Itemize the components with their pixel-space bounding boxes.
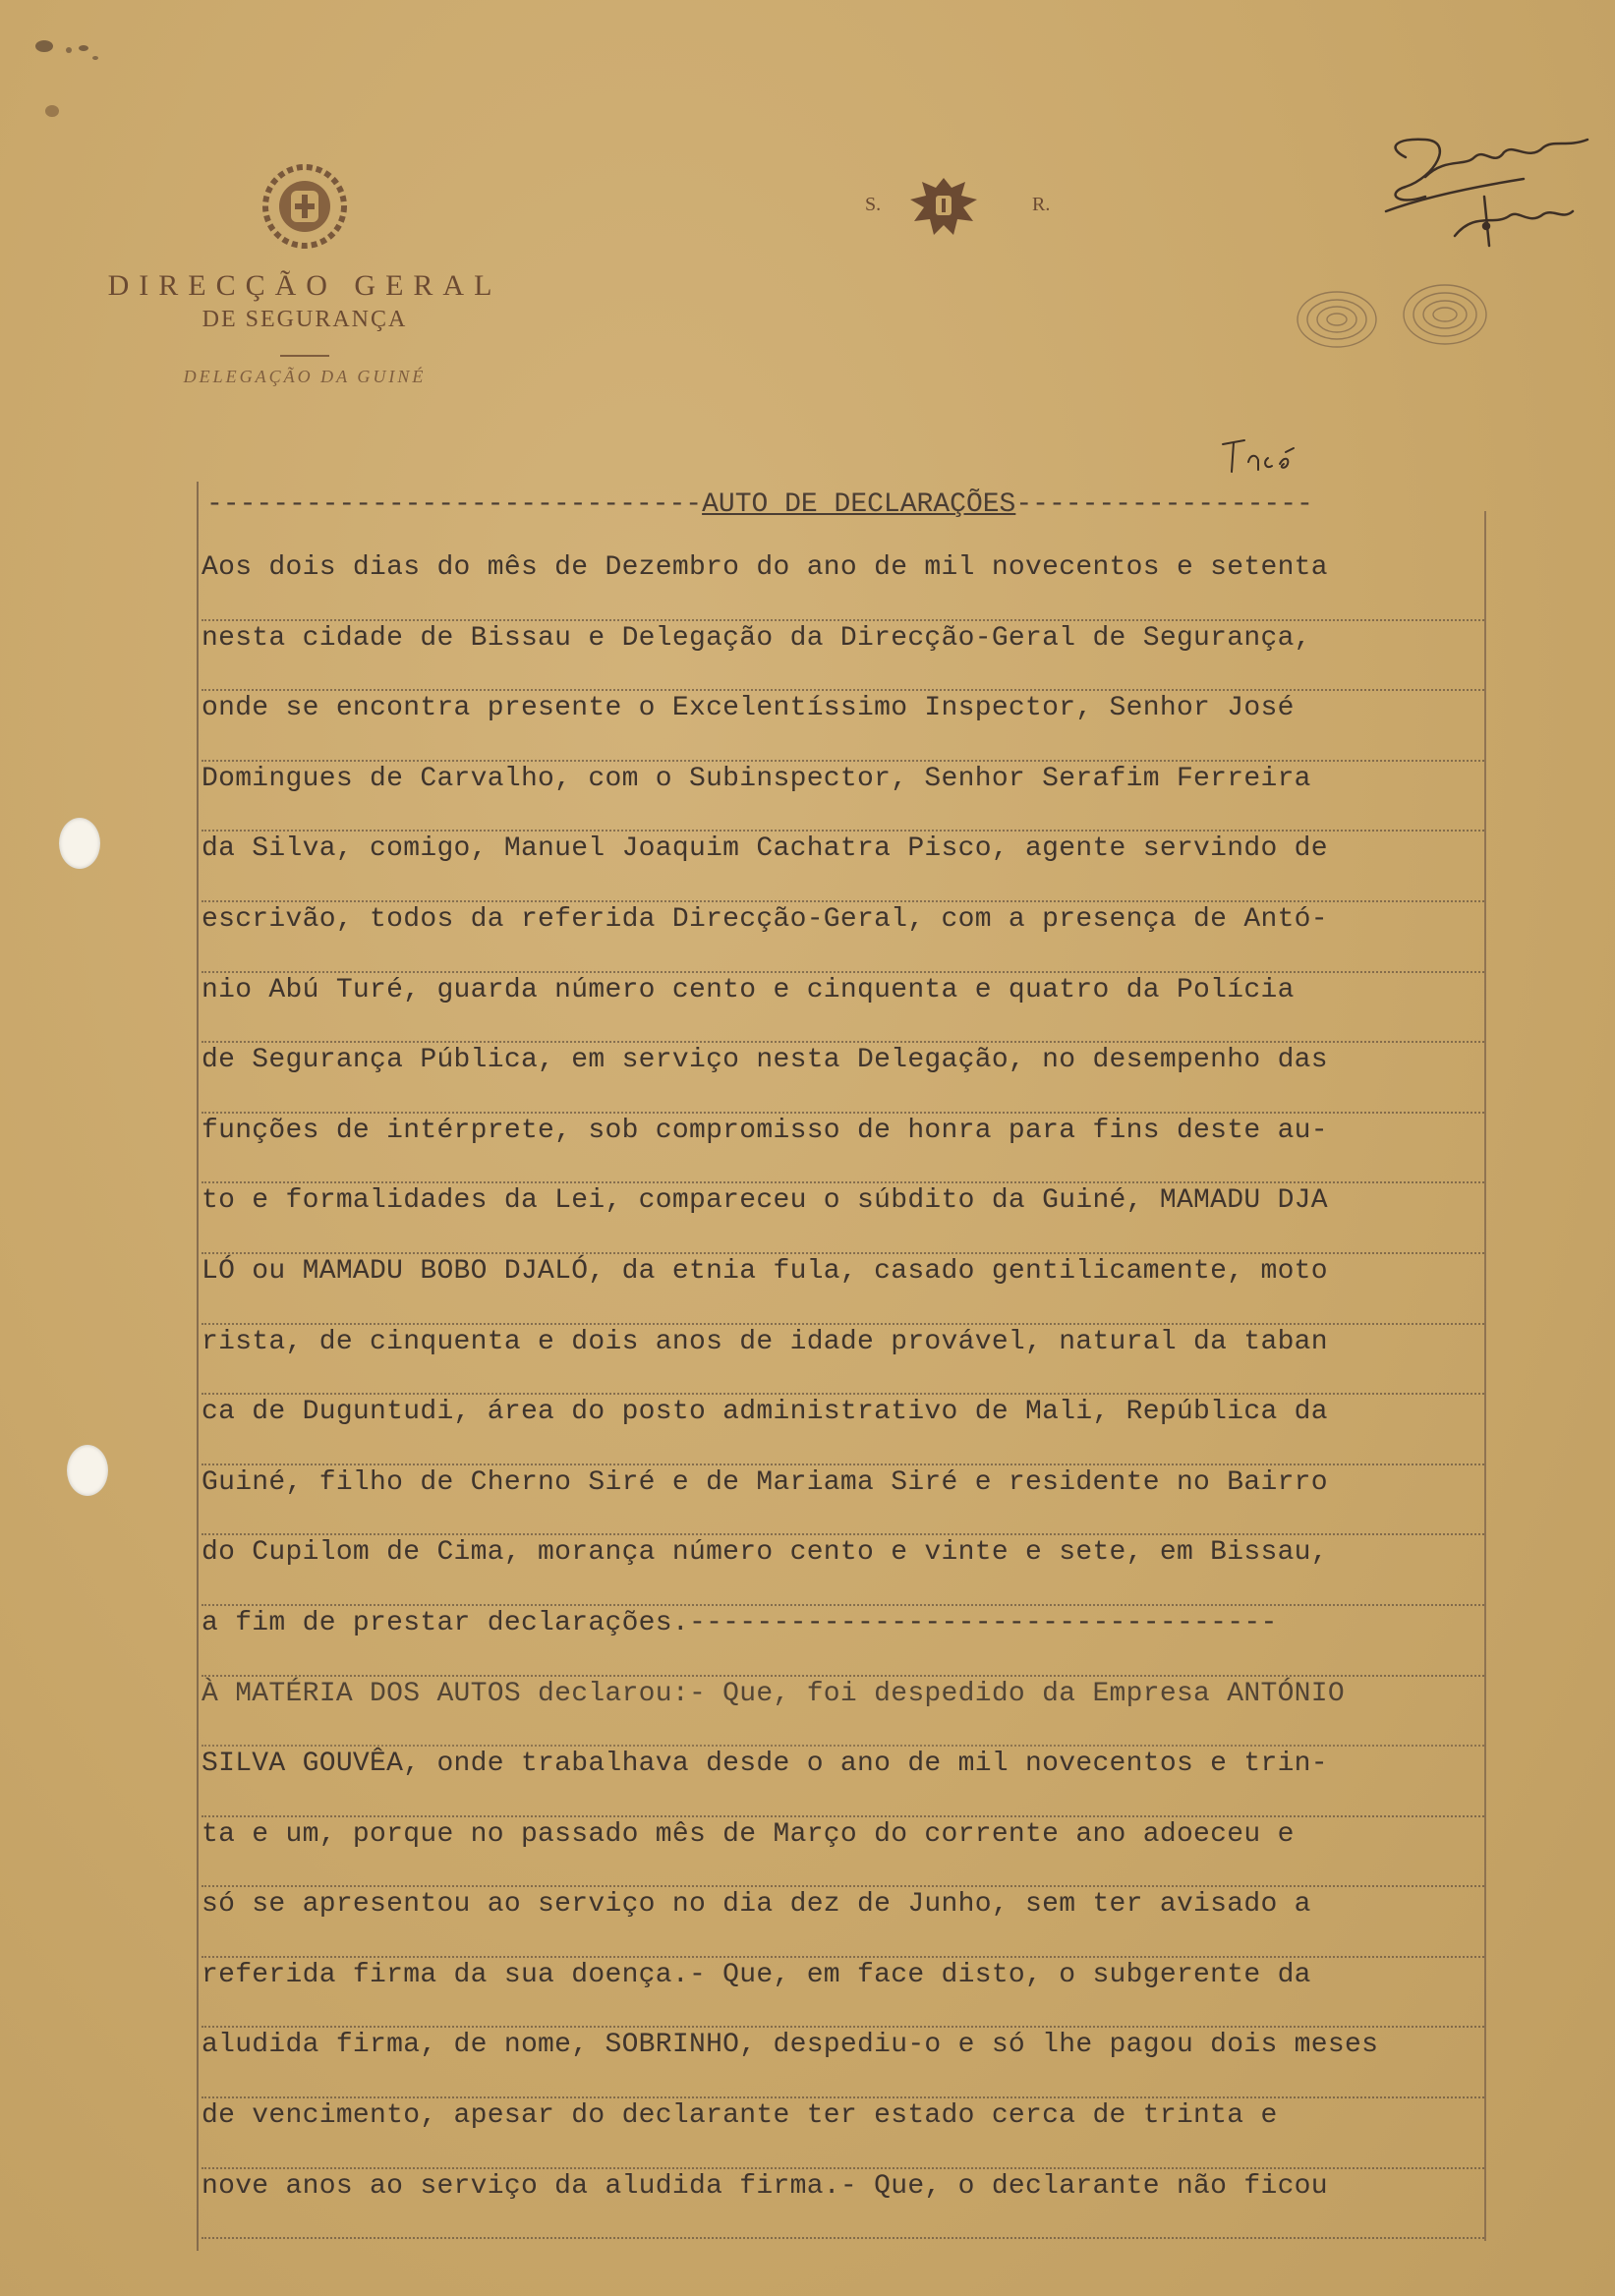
org-name-line2: DE SEGURANÇA (202, 307, 408, 332)
body-line: referida firma da sua doença.- Que, em face disto, o subgerente da (202, 1958, 1484, 2029)
fingerprint-smudge (1268, 265, 1524, 373)
left-margin-rule (197, 482, 199, 2251)
body-line: to e formalidades da Lei, compareceu o súbdito da Guiné, MAMADU DJA (202, 1183, 1484, 1254)
letterhead-divider (280, 355, 329, 357)
classification-left: S. (865, 194, 882, 215)
coat-of-arms-icon (256, 157, 354, 256)
declaration-body (202, 550, 1484, 2239)
body-line: da Silva, comigo, Manuel Joaquim Cachatra Pisco, agente servindo de (202, 832, 1484, 902)
body-line: ta e um, porque no passado mês de Março do corrente ano adoeceu e (202, 1817, 1484, 1888)
body-line: nove anos ao serviço da aludida firma.- Que, o declarante não ficou (202, 2169, 1484, 2240)
body-line: de vencimento, apesar do declarante ter estado cerca de trinta e (202, 2098, 1484, 2169)
body-line: Aos dois dias do mês de Dezembro do ano de mil novecentos e setenta (202, 550, 1484, 621)
org-delegation: DELEGAÇÃO DA GUINÉ (183, 367, 427, 386)
body-line: nio Abú Turé, guarda número cento e cinquenta e quatro da Polícia (202, 973, 1484, 1044)
body-line: LÓ ou MAMADU BOBO DJALÓ, da etnia fula, casado gentilicamente, moto (202, 1254, 1484, 1325)
heading-dashes-right: ------------------ (1015, 489, 1313, 520)
body-line: nesta cidade de Bissau e Delegação da Direcção-Geral de Segurança, (202, 621, 1484, 692)
body-line: de Segurança Pública, em serviço nesta Delegação, no desempenho das (202, 1043, 1484, 1114)
body-line: SILVA GOUVÊA, onde trabalhava desde o ano de mil novecentos e trin- (202, 1747, 1484, 1817)
body-line: do Cupilom de Cima, morança número cento e vinte e sete, em Bissau, (202, 1535, 1484, 1606)
body-line: Domingues de Carvalho, com o Subinspector, Senhor Serafim Ferreira (202, 762, 1484, 832)
org-name-line1: DIRECÇÃO GERAL (107, 269, 502, 302)
handwritten-signature (1366, 118, 1602, 275)
heading-dashes-left: ------------------------------ (206, 489, 703, 520)
letterhead (79, 157, 531, 387)
punch-hole-top (59, 818, 100, 869)
margin-handwriting (1219, 432, 1386, 491)
ink-stains (25, 34, 162, 123)
body-line: só se apresentou ao serviço no dia dez de Junho, sem ter avisado a (202, 1887, 1484, 1958)
classification-right: R. (1032, 194, 1051, 215)
body-line: onde se encontra presente o Excelentíssimo Inspector, Senhor José (202, 691, 1484, 762)
body-line: rista, de cinquenta e dois anos de idade provável, natural da taban (202, 1325, 1484, 1396)
body-line: funções de intérprete, sob compromisso de honra para fins deste au- (202, 1114, 1484, 1184)
national-emblem-icon (904, 172, 983, 241)
body-line: a fim de prestar declarações.----------------------------------- (202, 1606, 1484, 1677)
body-line: Guiné, filho de Cherno Siré e de Mariama Siré e residente no Bairro (202, 1465, 1484, 1536)
document-heading (206, 489, 1484, 520)
body-line: À MATÉRIA DOS AUTOS declarou:- Que, foi despedido da Empresa ANTÓNIO (202, 1677, 1484, 1748)
document-title: AUTO DE DECLARAÇÕES (702, 489, 1016, 520)
body-line: ca de Duguntudi, área do posto administrativo de Mali, República da (202, 1395, 1484, 1465)
body-line: aludida firma, de nome, SOBRINHO, despediu-o e só lhe pagou dois meses (202, 2028, 1484, 2098)
punch-hole-bottom (67, 1445, 108, 1496)
classification-mark (865, 172, 1062, 251)
body-line: escrivão, todos da referida Direcção-Geral, com a presença de Antó- (202, 902, 1484, 973)
right-margin-rule (1484, 511, 1486, 2241)
